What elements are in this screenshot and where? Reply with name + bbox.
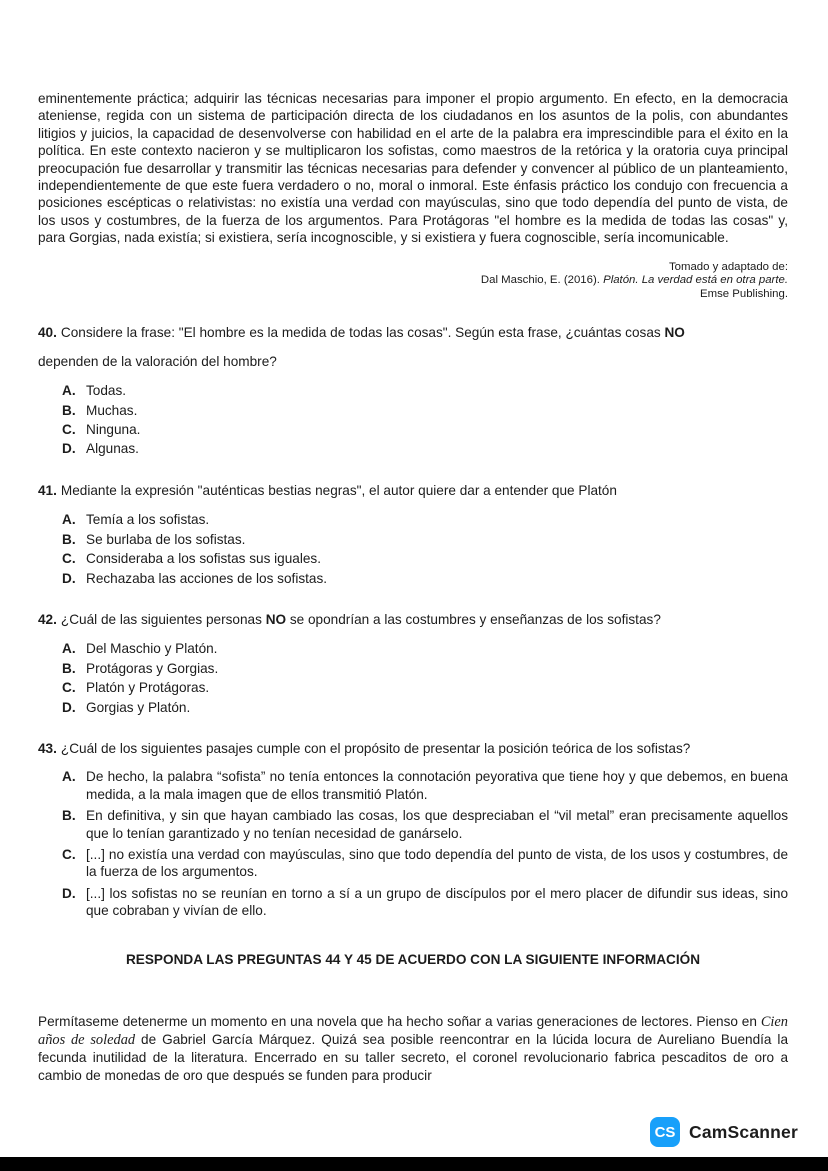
bottom-scan-bar	[0, 1157, 828, 1171]
question-40	[38, 324, 788, 458]
option-letter: A.	[62, 769, 76, 785]
question-43-text: 43. ¿Cuál de los siguientes pasajes cumple con el propósito de presentar la posición teórica de los sofistas?	[38, 740, 691, 756]
option-text: Muchas.	[86, 402, 138, 418]
question-number: 42.	[38, 611, 57, 627]
option-text: [...] los sofistas no se reunían en torno a sí a un grupo de discípulos por el mero placer de difundir sus ideas, sino que cobraban y vivían de ello.	[86, 885, 788, 919]
option-letter: D.	[62, 699, 76, 715]
camscanner-watermark	[650, 1117, 798, 1147]
option-d	[62, 569, 788, 588]
question-bold-word: NO	[265, 611, 287, 627]
option-letter: B.	[62, 402, 76, 418]
section-heading: RESPONDA LAS PREGUNTAS 44 Y 45 DE ACUERDO CON LA SIGUIENTE INFORMACIÓN	[125, 951, 701, 967]
book-title: Platón. La verdad está en otra parte.	[603, 274, 788, 287]
option-text: Del Maschio y Platón.	[86, 641, 218, 657]
question-43-options	[38, 768, 788, 919]
option-letter: B.	[62, 531, 76, 547]
question-number: 41.	[38, 482, 57, 498]
question-40-options	[38, 381, 788, 459]
question-42-options	[38, 639, 788, 717]
option-a	[62, 381, 788, 400]
option-letter: D.	[62, 885, 76, 901]
option-a	[62, 768, 788, 803]
option-letter: B.	[62, 660, 76, 676]
question-40-text: 40. Considere la frase: "El hombre es la medida de todas las cosas". Según esta frase, ¿cuántas cosas NO dependen de la valoración del hombre?	[38, 325, 685, 369]
option-b	[62, 401, 788, 420]
option-letter: D.	[62, 570, 76, 586]
option-a	[62, 510, 788, 529]
novel-title: Cien años de soledad	[38, 1013, 788, 1048]
option-text: Ninguna.	[86, 422, 141, 438]
question-43	[38, 740, 788, 920]
option-text: Todas.	[86, 383, 127, 399]
option-letter: A.	[62, 383, 76, 399]
question-bold-word: NO	[664, 325, 685, 341]
option-c	[62, 420, 788, 439]
option-c	[62, 846, 788, 881]
option-text: Rechazaba las acciones de los sofistas.	[86, 570, 328, 586]
question-41-options	[38, 510, 788, 588]
option-letter: A.	[62, 641, 76, 657]
question-number: 43.	[38, 740, 57, 756]
option-letter: C.	[62, 422, 76, 438]
option-letter: D.	[62, 441, 76, 457]
option-text: Consideraba a los sofistas sus iguales.	[86, 551, 321, 567]
option-c	[62, 678, 788, 697]
option-letter: C.	[62, 846, 76, 862]
closing-paragraph: Permítaseme detenerme un momento en una novela que ha hecho soñar a varias generaciones de lectores. Pienso en Cien años de soledad de Gabriel García Márquez. Quizá sea posible reencontrar en la lúcida locura de Aureliano Buendía la fecunda inutilidad de la literatura. Encerrado en su taller secreto, el coronel revolucionario fabrica pescaditos de oro a cambio de monedas de oro que después se funden para producir	[38, 1013, 789, 1083]
attribution-line-1: Tomado y adaptado de:	[668, 260, 788, 273]
option-b	[62, 659, 788, 678]
option-letter: A.	[62, 512, 76, 528]
option-text: Platón y Protágoras.	[86, 680, 210, 696]
question-42-text: 42. ¿Cuál de las siguientes personas NO se opondrían a las costumbres y enseñanzas de los sofistas?	[38, 611, 661, 627]
option-text: Algunas.	[86, 441, 139, 457]
intro-paragraph: eminentemente práctica; adquirir las técnicas necesarias para imponer el propio argumento. En efecto, en la democracia ateniense, regida con un sistema de participación directa de los ciudadanos en los asuntos de la polis, con abundantes litigios y juicios, la capacidad de desenvolverse con habilidad en el arte de la palabra era imprescindible para el éxito en la política. En este contexto nacieron y se multiplicaron los sofistas, como maestros de la retórica y la oratoria cuya principal preocupación fue desarrollar y transmitir las técnicas necesarias para defender y convencer al público de un planteamiento, independientemente de que este fuera verdadero o no, moral o inmoral. Este énfasis práctico los condujo con frecuencia a posiciones escépticas o relativistas: no existía una verdad con mayúsculas, sino que todo dependía del punto de vista, de los usos y costumbres, de la fuerza de los argumentos. Para Protágoras "el hombre es la medida de todas las cosas" y, para Gorgias, nada existía; si existiera, sería incognoscible, y si existiera y fuera cognoscible, sería incomunicable.	[38, 91, 788, 246]
option-text: Temía a los sofistas.	[86, 512, 210, 528]
camscanner-logo-icon: CS	[650, 1117, 680, 1147]
question-41-text: 41. Mediante la expresión "auténticas bestias negras", el autor quiere dar a entender que Platón	[38, 482, 617, 498]
option-d	[62, 439, 788, 458]
option-text: Gorgias y Platón.	[86, 699, 191, 715]
option-c	[62, 549, 788, 568]
attribution-line-3: Emse Publishing.	[699, 287, 788, 300]
option-letter: C.	[62, 551, 76, 567]
option-a	[62, 639, 788, 658]
option-text: De hecho, la palabra “sofista” no tenía entonces la connotación peyorativa que tiene hoy y que debemos, en buena medida, a la mala imagen que de ellos transmitió Platón.	[86, 769, 788, 802]
option-text: Protágoras y Gorgias.	[86, 660, 219, 676]
option-text: Se burlaba de los sofistas.	[86, 531, 246, 547]
option-text: [...] no existía una verdad con mayúsculas, sino que todo dependía del punto de vista, de los usos y costumbres, de la fuerza de los argumentos.	[86, 846, 788, 880]
option-letter: B.	[62, 808, 76, 824]
option-d	[62, 698, 788, 717]
option-b	[62, 807, 788, 842]
question-number: 40.	[38, 325, 57, 341]
question-42	[38, 611, 788, 717]
source-attribution	[38, 261, 788, 302]
option-letter: C.	[62, 680, 76, 696]
option-b	[62, 530, 788, 549]
attribution-line-2: Dal Maschio, E. (2016). Platón. La verdad está en otra parte.	[480, 274, 788, 287]
option-text: En definitiva, y sin que hayan cambiado las cosas, los que despreciaban el “vil metal” eran precisamente aquellos que lo tenían garantizado y no tenían necesidad de ganárselo.	[86, 808, 788, 841]
option-d	[62, 885, 788, 920]
camscanner-brand-text: CamScanner	[689, 1121, 798, 1142]
question-41	[38, 482, 788, 588]
